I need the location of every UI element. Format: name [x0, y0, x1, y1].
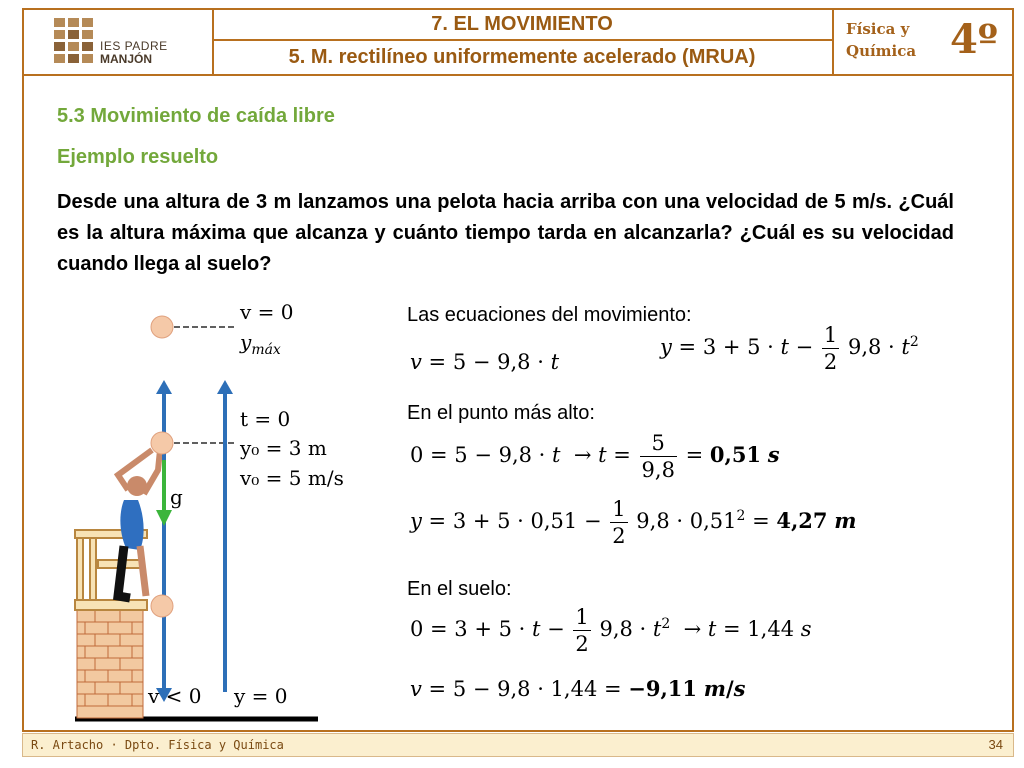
- free-fall-figure: [60, 300, 330, 730]
- footer-author: R. Artacho · Dpto. Física y Química: [31, 738, 284, 752]
- ball-ground: [151, 595, 173, 617]
- school-logo-icon: [54, 18, 94, 68]
- ball-top: [151, 316, 173, 338]
- title-cell: [212, 10, 834, 74]
- time-top-equation: 0 = 5 − 9,8 · t → t = $\frac{5}{9,8}$ = 0,51 s: [410, 431, 780, 482]
- label-g: g: [170, 485, 183, 509]
- section-title: 5. M. rectilíneo uniformemente acelerado (MRUA): [288, 46, 756, 68]
- label-v0: v₀ = 5 m/s: [240, 466, 344, 490]
- label-y0: y₀ = 3 m: [240, 436, 327, 460]
- ground-velocity-equation: v = 5 − 9,8 · 1,44 = −9,11 m/s: [410, 676, 746, 701]
- school-name: IES PADRE MANJÓN: [100, 39, 168, 66]
- velocity-equation: v = 5 − 9,8 · t: [410, 350, 560, 374]
- problem-statement: Desde una altura de 3 m lanzamos una pelota hacia arriba con una velocidad de 5 m/s. ¿Cuál es la altura máxima que alcanza y cuánto tiempo tarda en alcanzarla? ¿Cuál es su velocidad cuando llega al suelo?: [57, 191, 954, 275]
- max-height-equation: y = 3 + 5 · 0,51 − $\frac{1}{2}$ $9,8 \cdot 0,51^2 = 4,27$ m: [410, 497, 857, 548]
- position-equation: y = 3 + 5 · t − $\frac{1}{2}$ $9,8 \cdot t^2$: [660, 323, 919, 374]
- subject-cell: [832, 10, 1014, 74]
- subject-name: Física y Química: [846, 20, 917, 60]
- time-ground-equation: 0 = 3 + 5 · t − $\frac{1}{2}$ $9,8 \cdot t^2 \to t = 1,44$ s: [410, 605, 812, 656]
- ground-label: En el suelo:: [407, 578, 512, 600]
- label-v-ground: v < 0: [148, 684, 202, 708]
- course-level: 4º: [950, 16, 998, 63]
- label-t0: t = 0: [240, 407, 291, 431]
- footer-bar: [22, 733, 1014, 757]
- arrow-up-head: [156, 380, 172, 394]
- example-heading: Ejemplo resuelto: [57, 146, 219, 168]
- equations-intro: Las ecuaciones del movimiento:: [407, 304, 692, 326]
- header-bar: [22, 8, 1014, 76]
- height-axis-head: [217, 380, 233, 394]
- chapter-title: 7. EL MOVIMIENTO: [212, 10, 832, 41]
- page-number: 34: [988, 737, 1003, 752]
- label-v-top: v = 0: [240, 300, 294, 324]
- label-y-ground: y = 0: [234, 684, 288, 708]
- top-point-label: En el punto más alto:: [407, 402, 595, 424]
- section-heading: 5.3 Movimiento de caída libre: [57, 105, 335, 127]
- brick-wall: [77, 610, 143, 718]
- gravity-arrow-head: [156, 510, 172, 526]
- ball-start: [151, 432, 173, 454]
- label-y-max: $y_{máx}$: [240, 330, 281, 358]
- logo-cell: [24, 10, 214, 74]
- person-figure: [118, 450, 160, 598]
